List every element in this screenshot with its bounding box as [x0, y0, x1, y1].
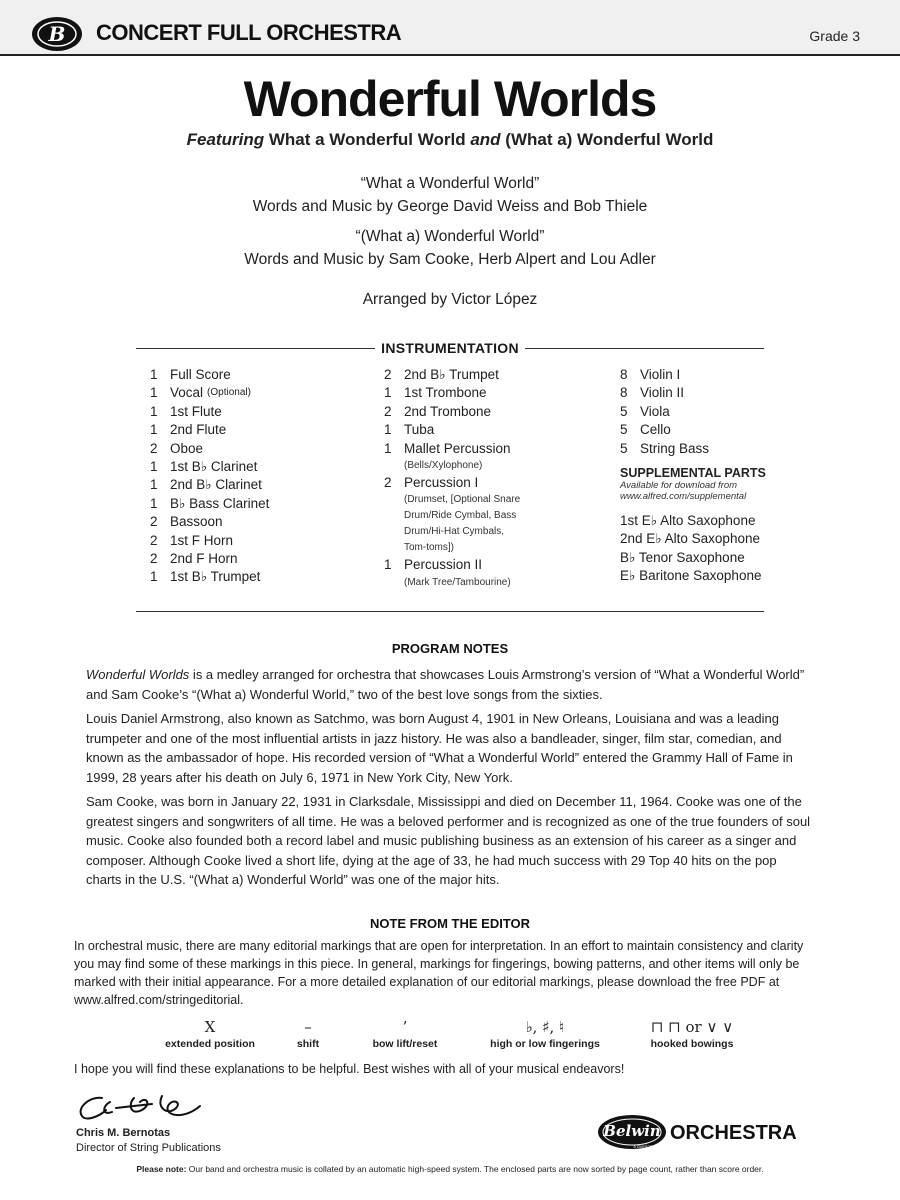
instrument-count: 1: [150, 477, 158, 493]
instrument-row: [384, 366, 520, 384]
footer-note: [0, 1164, 900, 1174]
instrument-name: Full Score: [170, 367, 231, 382]
header-bar: [0, 0, 900, 56]
instrument-name: 1st B♭ Clarinet: [170, 458, 258, 474]
notes-p1-text: is a medley arranged for orchestra that showcases Louis Armstrong’s version of “What a Wonderful World” and Sam Cooke’s “(What a) Wonderful World,” two of the best love songs from the sixties.: [86, 667, 805, 702]
instrument-column-3: [620, 366, 766, 586]
instrument-count: 1: [150, 569, 158, 585]
instrument-detail: (Drumset, [Optional Snare: [404, 494, 521, 506]
marking-hooked-bowings: [632, 1016, 752, 1050]
instrument-name: Viola: [640, 403, 670, 419]
publisher-logo: [596, 1112, 836, 1152]
belwin-logo-icon: [30, 14, 84, 54]
instrument-count: 2: [150, 550, 158, 566]
instrument-detail: Drum/Ride Cymbal, Bass: [404, 510, 517, 522]
supplemental-note: [620, 480, 766, 502]
belwin-subtext: a division of Alfred: [633, 1144, 668, 1149]
instrument-row: [620, 403, 766, 421]
instrument-row: [150, 476, 269, 494]
instrument-name: 2nd F Horn: [170, 550, 238, 566]
instrument-row: [384, 384, 520, 402]
svg-text:B: B: [48, 22, 66, 46]
editor-note-body: In orchestral music, there are many editorial markings that are open for interpretation. In an effort to maintain consistency and clarity you may find some of these markings in this piece. In general, markings for fingerings, bowing patterns, and other items will only be marked with their initial appearance. For a more detailed explanation of our editorial markings, please download the free PDF at www.alfred.com/stringeditorial.: [74, 939, 804, 1007]
song2-name: (What a) Wonderful World: [505, 130, 714, 149]
series-title: CONCERT FULL ORCHESTRA: [96, 20, 402, 45]
instrument-name: Tuba: [404, 422, 435, 438]
instrument-count: 2: [150, 440, 158, 456]
instrument-column-1: [150, 366, 269, 587]
instrument-row: [150, 532, 269, 550]
instrument-name: 2nd B♭ Clarinet: [170, 477, 262, 493]
instrument-row: [620, 440, 766, 458]
instrument-count: 2: [150, 532, 158, 548]
instrument-row: [150, 550, 269, 568]
instrument-count: 1: [150, 403, 158, 419]
program-notes: [86, 665, 814, 895]
footer-label: Please note:: [136, 1164, 187, 1174]
signature-image: [72, 1086, 222, 1126]
instrument-name: 2nd Flute: [170, 422, 227, 438]
song1-credit: Words and Music by George David Weiss and Bob Thiele: [252, 198, 648, 215]
instrument-count: 1: [384, 422, 392, 438]
instrument-row: [620, 366, 766, 384]
instrument-count: 5: [620, 422, 628, 438]
instrument-name: 1st Trombone: [404, 385, 487, 401]
featuring-label: Featuring: [186, 130, 265, 149]
instrument-row: [150, 384, 269, 402]
supplemental-item: E♭ Baritone Saxophone: [620, 568, 762, 584]
signer-title: Director of String Publications: [76, 1142, 221, 1154]
instrument-name: B♭ Bass Clarinet: [170, 495, 270, 511]
instrument-row: [150, 403, 269, 421]
marking-symbol: X: [204, 1018, 216, 1036]
instrument-count: 2: [384, 474, 392, 490]
instrument-name: Oboe: [170, 440, 204, 456]
notes-paragraph: Louis Daniel Armstrong, also known as Satchmo, was born August 4, 1901 in New Orleans, Louisiana and was a leading trumpeter and one of the most influential artists in jazz history. He was also a bandleader, singer, film star, comedian, and known as the ambassador of hope. His recorded version of “What a Wonderful World” entered the Grammy Hall of Fame in 1999, 28 years after his death on July 6, 1971 in New York City, New York.: [86, 711, 793, 785]
closing-line: I hope you will find these explanations to be helpful. Best wishes with all of your musical endeavors!: [74, 1062, 625, 1076]
instrument-name: 1st B♭ Trumpet: [170, 569, 261, 585]
instrument-count: 8: [620, 385, 628, 401]
instrument-row: [150, 366, 269, 384]
instrument-detail: (Bells/Xylophone): [404, 459, 483, 471]
instrument-count: 1: [150, 422, 158, 438]
signer-block: [76, 1126, 221, 1156]
instrument-row: [620, 421, 766, 439]
publisher-brand: ORCHESTRA: [670, 1122, 797, 1144]
instrument-row: [384, 556, 520, 574]
subtitle: [0, 130, 900, 150]
instrument-name: Mallet Percussion: [404, 440, 511, 456]
song1-name: What a Wonderful World: [268, 130, 466, 149]
program-notes-heading: PROGRAM NOTES: [391, 641, 509, 656]
instrument-row: [150, 495, 269, 513]
instrument-name: Violin I: [640, 367, 681, 382]
marking-label: extended position: [165, 1038, 255, 1050]
marking-symbol: –: [304, 1018, 312, 1036]
instrument-count: 1: [150, 367, 158, 382]
instrument-row: [384, 440, 520, 458]
belwin-oval-icon: [596, 1112, 668, 1152]
instrument-name: String Bass: [640, 440, 710, 456]
instrumentation-heading: [136, 340, 764, 358]
instrument-count: 1: [384, 385, 392, 401]
instrument-detail: Drum/Hi-Hat Cymbals,: [404, 526, 505, 538]
instrument-note: (Optional): [207, 387, 251, 399]
instrument-row: [384, 403, 520, 421]
marking-bow-lift: [350, 1016, 460, 1050]
supplemental-item: 2nd E♭ Alto Saxophone: [620, 531, 760, 547]
arranger-credit: Arranged by Victor López: [362, 291, 538, 308]
instrument-name: Percussion II: [404, 557, 483, 573]
notes-work-title: Wonderful Worlds: [86, 667, 190, 682]
instrument-count: 5: [620, 440, 628, 456]
instrument-count: 5: [620, 403, 628, 419]
instrument-name: 2nd Trombone: [404, 403, 492, 419]
editor-note-heading: NOTE FROM THE EDITOR: [369, 916, 531, 931]
marking-label: high or low fingerings: [490, 1038, 600, 1050]
instrument-count: 1: [150, 458, 158, 474]
supplemental-item: B♭ Tenor Saxophone: [620, 549, 745, 565]
instrument-row: [150, 440, 269, 458]
instrument-row: [150, 421, 269, 439]
marking-symbol: ’: [402, 1018, 408, 1036]
instrument-detail: (Mark Tree/Tambourine): [404, 576, 511, 588]
marking-label: bow lift/reset: [372, 1038, 438, 1050]
instrument-count: 2: [150, 514, 158, 530]
supplemental-url: www.alfred.com/supplemental: [620, 490, 747, 502]
song2-credit: Words and Music by Sam Cooke, Herb Alpert and Lou Adler: [244, 251, 656, 268]
and-label: and: [470, 130, 501, 149]
instrument-row: [384, 474, 520, 492]
notes-paragraph: [86, 665, 814, 704]
instrument-name: Violin II: [640, 385, 685, 401]
instrument-count: 2: [384, 367, 392, 382]
grade-label: Grade 3: [809, 28, 860, 44]
instrument-count: 1: [384, 557, 392, 573]
marking-label: shift: [296, 1038, 320, 1050]
marking-shift: [268, 1016, 348, 1050]
instrument-row: [620, 384, 766, 402]
marking-symbol: ⊓ ⊓ or ∨ ∨: [650, 1018, 734, 1036]
marking-label: hooked bowings: [650, 1038, 734, 1050]
marking-symbol: ♭, ♯, ♮: [525, 1018, 565, 1036]
instrument-name: Bassoon: [170, 514, 223, 530]
supplemental-item: 1st E♭ Alto Saxophone: [620, 512, 756, 528]
supplemental-note-line: Available for download from: [620, 479, 738, 491]
song1-title: “What a Wonderful World”: [360, 175, 540, 192]
marking-extended-position: [150, 1016, 270, 1050]
signer-name: Chris M. Bernotas: [76, 1127, 171, 1139]
supplemental-title: SUPPLEMENTAL PARTS: [620, 465, 766, 480]
instrument-count: 1: [384, 440, 392, 456]
instrument-name: 1st F Horn: [170, 532, 234, 548]
instrument-row: [150, 568, 269, 586]
instrument-row: [150, 513, 269, 531]
instrumentation-label: INSTRUMENTATION: [375, 340, 525, 356]
instrument-name: Vocal: [170, 385, 204, 401]
song2-title: “(What a) Wonderful World”: [355, 228, 545, 245]
instrument-name: Cello: [640, 422, 671, 438]
instrument-count: 1: [150, 385, 158, 401]
instrument-row: [384, 421, 520, 439]
instrument-name: Percussion I: [404, 474, 479, 490]
instrument-column-2: [384, 366, 520, 591]
instrument-count: 2: [384, 403, 392, 419]
footer-text: Our band and orchestra music is collated by an automatic high-speed system. The enclosed parts are now sorted by page count, rather than score order.: [186, 1164, 764, 1174]
marking-fingerings: [470, 1016, 620, 1050]
belwin-wordmark: Belwin: [603, 1122, 661, 1140]
page-title: Wonderful Worlds: [243, 71, 657, 127]
instrument-count: 1: [150, 495, 158, 511]
instrument-name: 1st Flute: [170, 403, 222, 419]
instrument-name: 2nd B♭ Trumpet: [404, 367, 499, 382]
instrument-count: 8: [620, 367, 628, 382]
instrument-detail: Tom-toms]): [404, 542, 454, 554]
notes-paragraph: Sam Cooke, was born in January 22, 1931 in Clarksdale, Mississippi and died on December 11, 1964. Cooke was one of the greatest singers and songwriters of all time. He was a beloved performer and is recognized as one of the true founders of soul music. Cooke also founded both a record label and music publishing business as an extension of his career as a singer and composer. Although Cooke lived a short life, dying at the age of 33, he had much success with 29 Top 40 hits on the pop charts in the U.S. “(What a) Wonderful World” was one of the major hits.: [86, 794, 811, 887]
instrument-row: [150, 458, 269, 476]
instrumentation-divider: [136, 611, 764, 612]
